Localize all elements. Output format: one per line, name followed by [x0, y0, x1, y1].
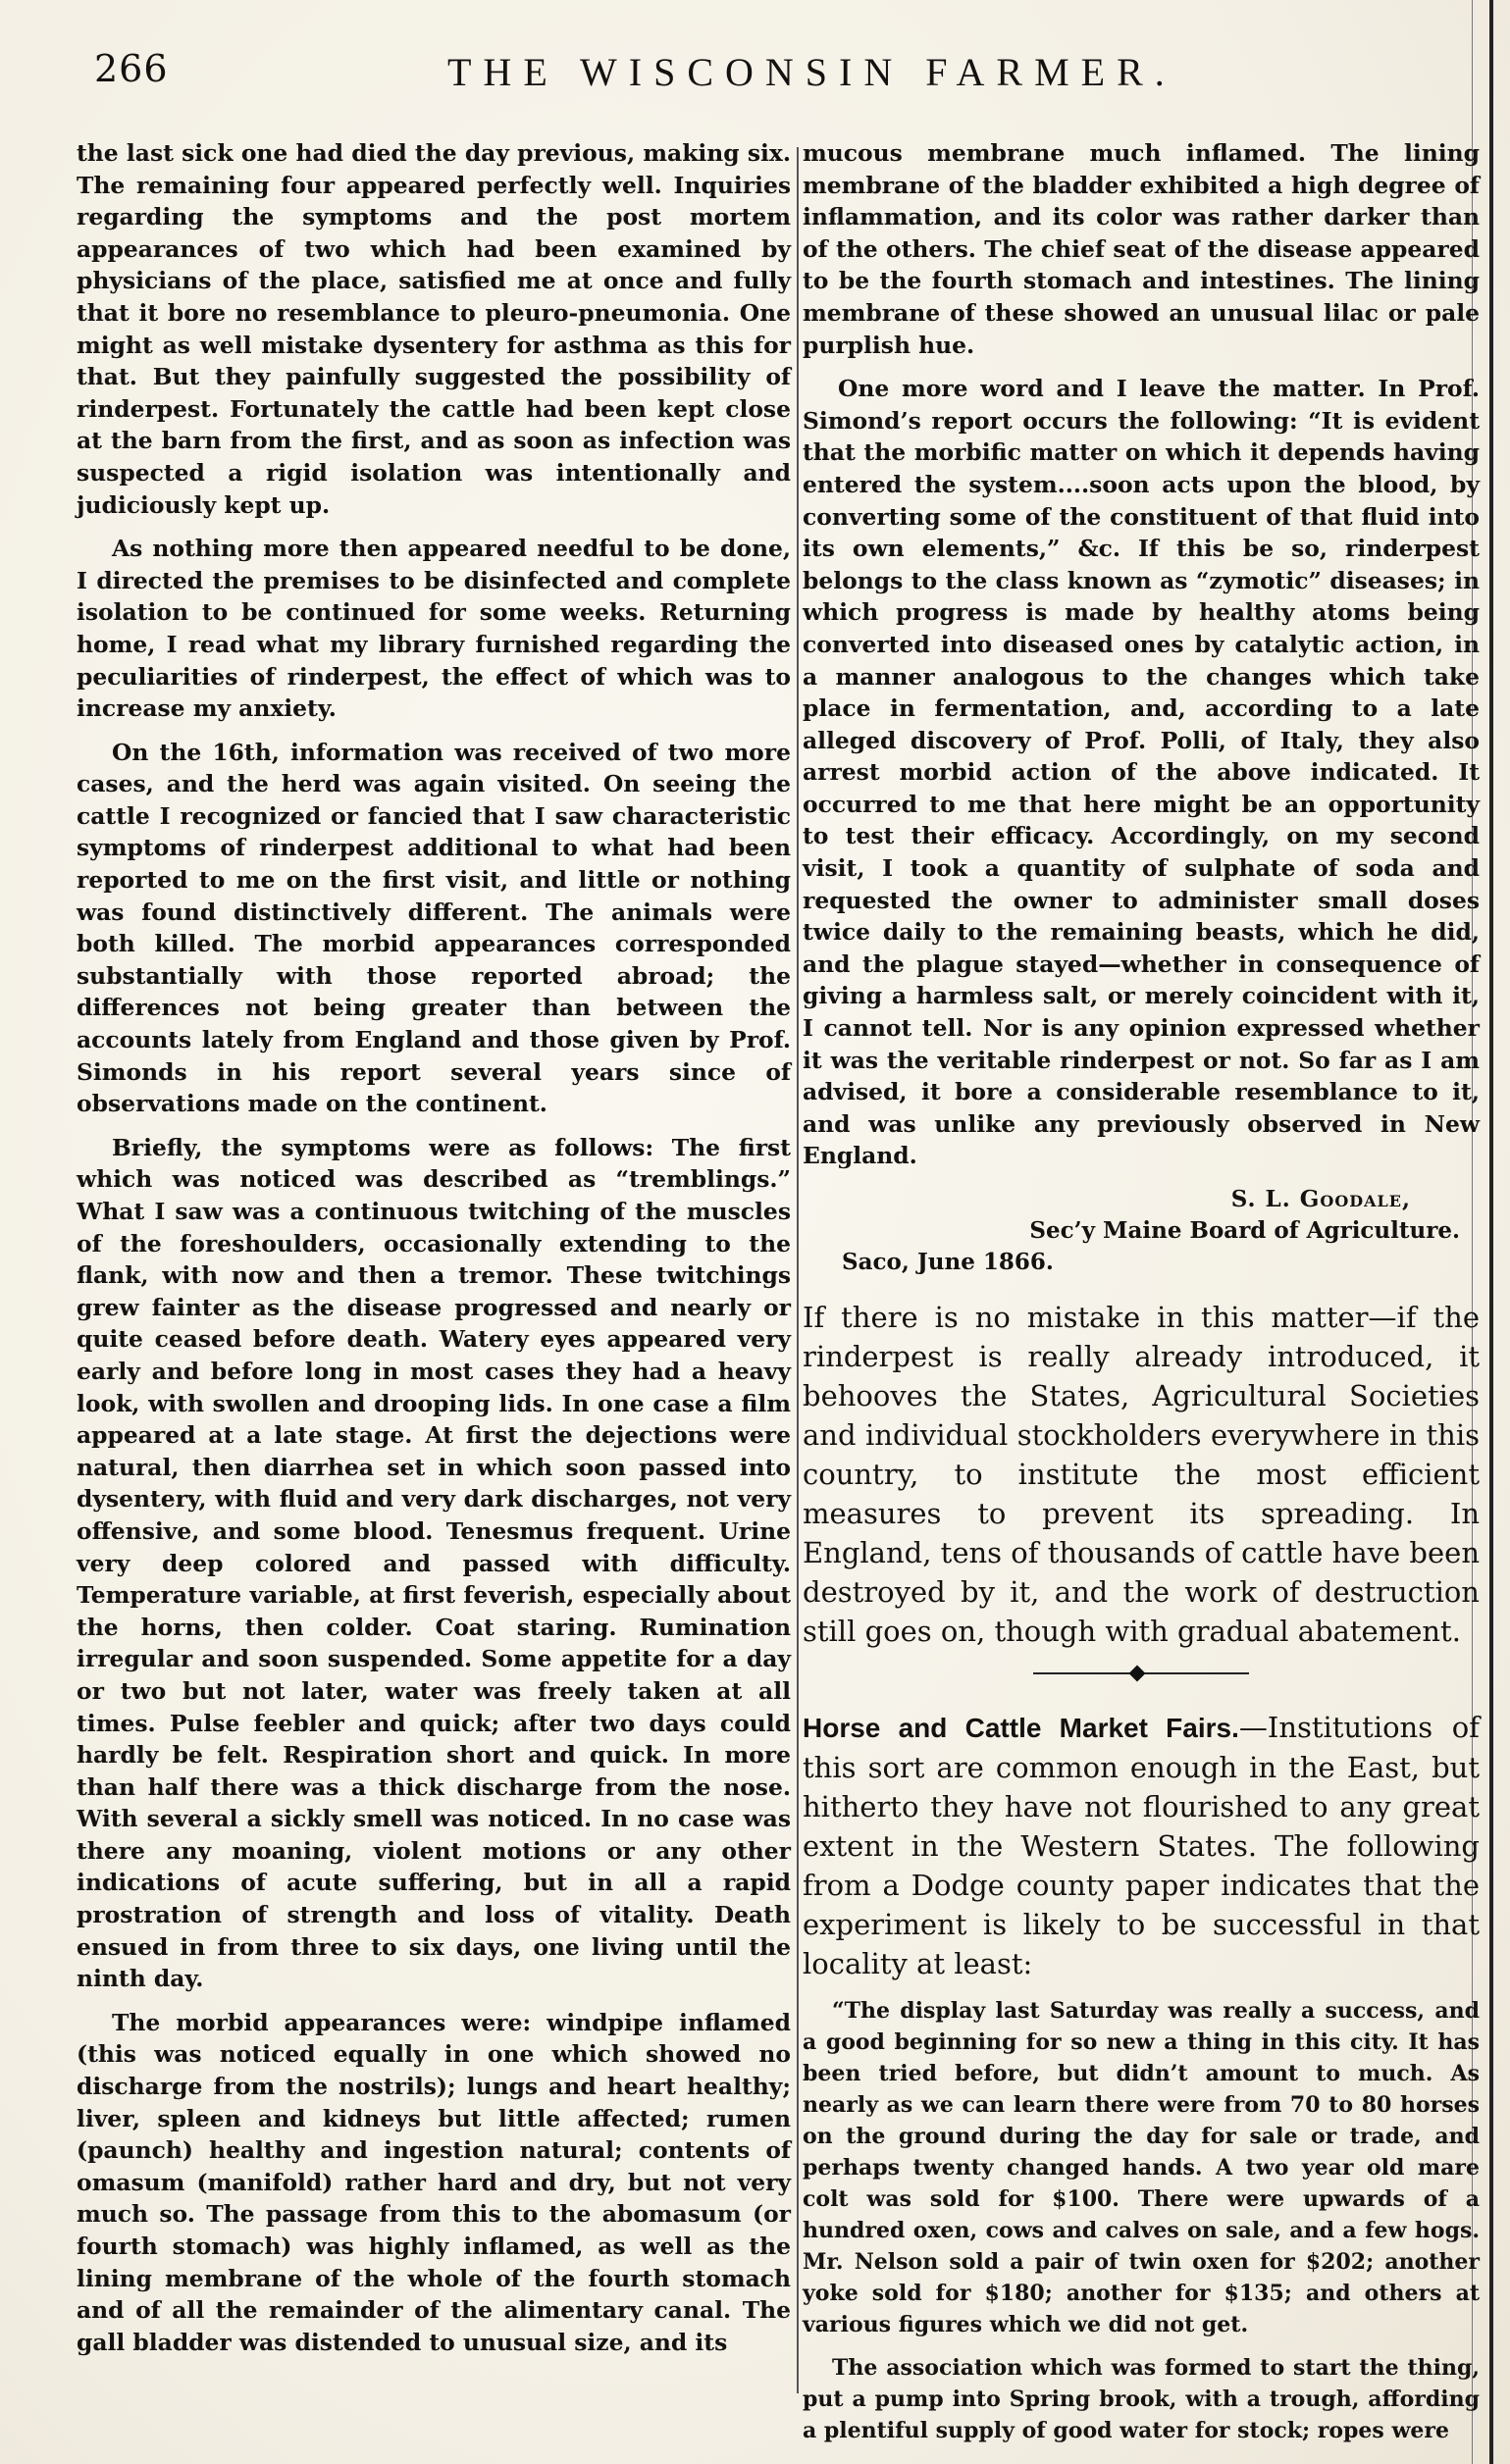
editorial-note — [803, 1298, 1480, 1651]
page-header — [94, 37, 1451, 106]
page-number: 266 — [94, 47, 169, 90]
right-column — [803, 137, 1480, 2458]
right-paragraph-1: mucous membrane much inflamed. The lining membrane of the bladder exhibited a high degree of inflammation, and its color was rather darker than of the others. The chief seat of the disease appeared to be the fourth stomach and intestines. The lining membrane of these showed an unusual lilac or pale purplish hue. — [803, 139, 1480, 359]
left-column — [77, 137, 791, 2370]
signature-role: Sec’y Maine Board of Agriculture. — [1029, 1217, 1460, 1244]
left-paragraph-2: As nothing more then appeared needful to be done, I directed the premises to be disinfected and complete isolation to be continued for some weeks. Returning home, I read what my library furnished regarding the peculiarities of rinderpest, the effect of which was to increase my anxiety. — [77, 535, 791, 723]
left-paragraph-1: the last sick one had died the day previous, making six. The remaining four appeared perfectly well. Inquiries regarding the symptoms and the post mortem appearances of two which had been examined by physicians of the place, satisfied me at once and fully that it bore no resemblance to pleuro-pneumonia. One might as well mistake dysentery for asthma as this for that. But they painfully suggested the possibility of rinderpest. Fortunately the cattle had been kept close at the barn from the first, and as soon as infection was suspected a rigid isolation was intentionally and judiciously kept up. — [77, 139, 791, 519]
quoted-report — [803, 1995, 1480, 2446]
quote-paragraph-1: “The display last Saturday was really a success, and a good beginning for so new a thing in this city. It has been tried before, but didn’t amount to much. As nearly as we can learn there were from 70 to 80 horses on the ground during the day for sale or trade, and perhaps twenty changed hands. A two year old mare colt was sold for $100. There were upwards of a hundred oxen, cows and calves on sale, and a few hogs. Mr. Nelson sold a pair of twin oxen for $202; another yoke sold for $180; another for $135; and others at various figures which we did not get. — [803, 1998, 1480, 2337]
left-paragraph-4: Briefly, the symptoms were as follows: The first which was noticed was described as “tremblings.” What I saw was a continuous twitching of the muscles of the foreshoulders, occasionally extending to the flank, with now and then a tremor. These twitchings grew fainter as the disease progressed and nearly or quite ceased before death. Watery eyes appeared very early and before long in most cases they had a heavy look, with swollen and drooping lids. In one case a film appeared at a late stage. At first the dejections were natural, then diarrhea set in which soon passed into dysentery, with fluid and very dark discharges, not very offensive, and some blood. Tenesmus frequent. Urine very deep colored and passed with difficulty. Temperature variable, at first feverish, especially about the horns, then colder. Coat staring. Rumination irregular and soon suspended. Some appetite for a day or two but not later, water was freely taken at all times. Pulse feebler and quick; after two days could hardly be felt. Respiration short and quick. In more than half there was a thick discharge from the nose. With several a sickly smell was noticed. In no case was there any moaning, violent motions or any other indications of acute suffering, but in all a rapid prostration of strength and loss of vitality. Death ensued in from three to six days, one living until the ninth day. — [77, 1133, 791, 1993]
section-intro: —Institutions of this sort are common enough in the East, but hitherto they have not flourished to any great extent in the Western States. The following from a Dodge county paper indicates that the experiment is likely to be successful in that locality at least: — [803, 1711, 1480, 1980]
left-paragraph-5: The morbid appearances were: windpipe inflamed (this was noticed equally in one which showed no discharge from the nostrils); lungs and heart healthy; liver, spleen and kidneys but little affected; rumen (paunch) healthy and ingestion natural; contents of omasum (manifold) rather hard and dry, but not very much so. The passage from this to the abomasum (or fourth stomach) was highly inflamed, as well as the lining membrane of the whole of the fourth stomach and of all the remainder of the alimentary canal. The gall bladder was distended to unusual size, and its — [77, 2008, 791, 2356]
journal-title: THE WISCONSIN FARMER. — [447, 50, 1176, 94]
letter-continuation — [803, 137, 1480, 1172]
divider-ornament-icon — [1129, 1666, 1146, 1682]
left-paragraph-3: On the 16th, information was received of two more cases, and the herd was again visited. On seeing the cattle I recognized or fancied that I saw characteristic symptoms of rinderpest additional to what had been reported to me on the first visit, and little or nothing was found distinctively different. The animals were both killed. The morbid appearances corresponded substantially with those reported abroad; the differences not being greater than between the accounts lately from England and those given by Prof. Simonds in his report several years since of observations made on the continent. — [77, 738, 791, 1118]
market-fairs-intro — [803, 1708, 1480, 1983]
market-fairs-article — [803, 1708, 1480, 1983]
editorial-paragraph: If there is no mistake in this matter—if the rinderpest is really already introduced, it behooves the States, Agricultural Societies and individual stockholders everywhere in this country, to institute the most efficient measures to prevent its spreading. In England, tens of thousands of cattle have been destroyed by it, and the work of destruction still goes on, though with gradual abatement. — [803, 1301, 1480, 1648]
right-paragraph-2: One more word and I leave the matter. In Prof. Simond’s report occurs the following: “It is evident that the morbific matter on which it depends having entered the system....soon acts upon the blood, by converting some of the constituent of that fluid into its own elements,” &c. If this be so, rinderpest belongs to the class known as “zymotic” diseases; in which progress is made by healthy atoms being converted into diseased ones by catalytic action, in a manner analogous to the changes which take place in fermentation, and, according to a late alleged discovery of Prof. Polli, of Italy, they also arrest morbid action of the above indicated. It occurred to me that here might be an opportunity to test their efficacy. Accordingly, on my second visit, I took a quantity of sulphate of soda and requested the owner to administer small doses twice daily to the remaining beasts, which he did, and the plague stayed—whether in consequence of giving a harmless salt, or merely coincident with it, I cannot tell. Nor is any opinion expressed whether it was the veritable rinderpest or not. So far as I am advised, it bore a considerable resemblance to it, and was unlike any previously observed in New England. — [803, 375, 1480, 1170]
quote-paragraph-2: The association which was formed to start the thing, put a pump into Spring brook, with a trough, affording a plentiful supply of good water for stock; ropes were — [803, 2355, 1480, 2443]
section-divider — [1033, 1668, 1249, 1678]
binding-edge-rule — [1489, 0, 1493, 2464]
dateline: Saco, June 1866. — [842, 1249, 1054, 1275]
column-divider — [797, 147, 799, 2393]
section-heading: Horse and Cattle Market Fairs. — [803, 1713, 1239, 1743]
signature-name: S. L. Goodale, — [1230, 1186, 1411, 1212]
